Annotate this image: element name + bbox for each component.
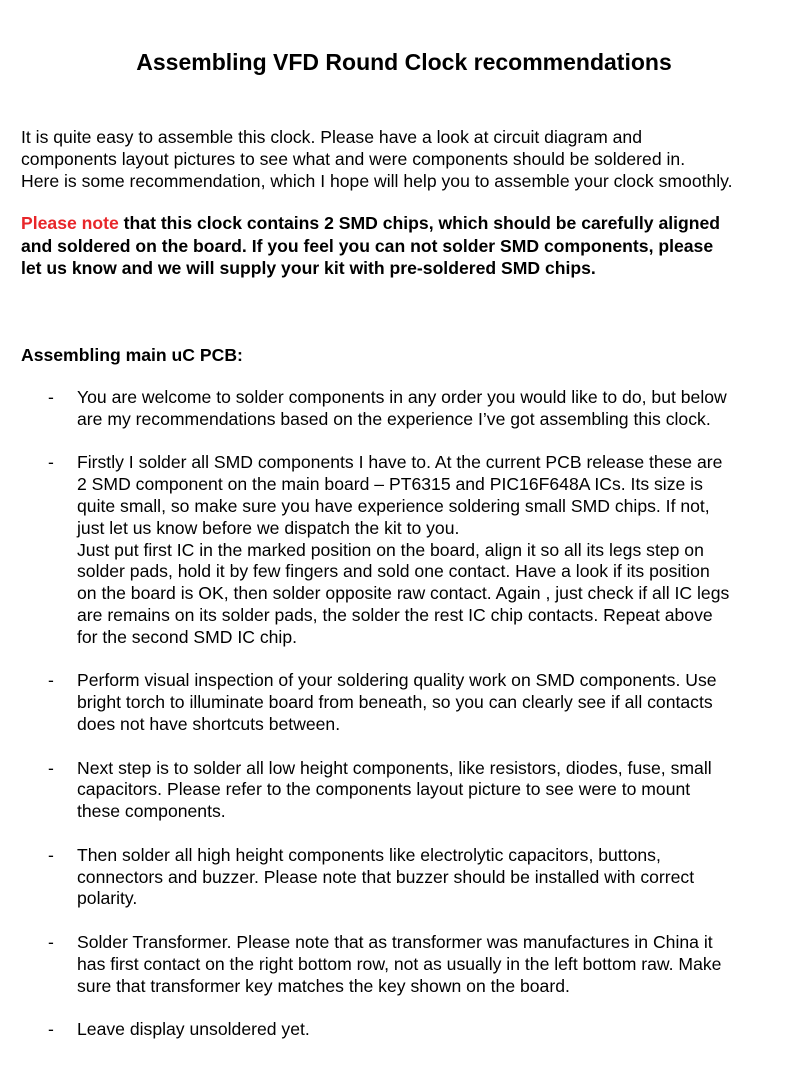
intro-paragraph [21, 126, 801, 192]
bullet-dash: - [48, 670, 54, 691]
step-line: Perform visual inspection of your soldering quality work on SMD components. Use [77, 670, 717, 691]
note-highlight: Please note [21, 213, 119, 233]
bullet-dash: - [48, 757, 54, 778]
section-heading: Assembling main uC PCB: [21, 345, 243, 365]
step-line: polarity. [77, 888, 138, 909]
step-line: these components. [77, 801, 226, 822]
note-line-1-text: that this clock contains 2 SMD chips, which should be carefully aligned [118, 213, 721, 233]
step-line: Solder Transformer. Please note that as transformer was manufactures in China it [77, 931, 713, 952]
list-item [0, 387, 808, 431]
list-item [0, 932, 808, 997]
list-item [0, 758, 808, 823]
steps-list [0, 387, 808, 1063]
step-line: sure that transformer key matches the key shown on the board. [77, 975, 570, 996]
intro-line: components layout pictures to see what and were components should be soldered in. [21, 149, 686, 169]
step-line: just let us know before we dispatch the kit to you. [77, 517, 460, 538]
step-line: quite small, so make sure you have experience soldering small SMD chips. If not, [77, 495, 710, 516]
step-line: 2 SMD component on the main board – PT6315 and PIC16F648A ICs. Its size is [77, 474, 703, 495]
page-title: Assembling VFD Round Clock recommendations [136, 49, 672, 75]
list-item [0, 452, 808, 648]
step-line: are remains on its solder pads, the solder the rest IC chip contacts. Repeat above [77, 604, 713, 625]
bullet-dash: - [48, 844, 54, 865]
bullet-dash: - [48, 931, 54, 952]
step-line: Next step is to solder all low height components, like resistors, diodes, fuse, small [77, 757, 712, 778]
note-line: let us know and we will supply your kit with pre-soldered SMD chips. [21, 258, 596, 278]
list-item [0, 670, 808, 735]
step-line: Firstly I solder all SMD components I have to. At the current PCB release these are [77, 452, 723, 473]
list-item [0, 1019, 808, 1041]
step-line: Just put first IC in the marked position on the board, align it so all its legs step on [77, 539, 704, 560]
step-line: Then solder all high height components like electrolytic capacitors, buttons, [77, 844, 661, 865]
bullet-dash: - [48, 452, 54, 473]
step-line: You are welcome to solder components in any order you would like to do, but below [77, 387, 727, 407]
note-line: and soldered on the board. If you feel you can not solder SMD components, please [21, 235, 714, 256]
step-line: connectors and buzzer. Please note that buzzer should be installed with correct [77, 866, 695, 887]
step-line: on the board is OK, then solder opposite raw contact. Again , just check if all IC legs [77, 583, 730, 604]
bullet-dash: - [48, 387, 54, 407]
intro-line: Here is some recommendation, which I hope will help you to assemble your clock smoothly. [21, 171, 733, 191]
step-line: has first contact on the right bottom row, not as usually in the left bottom raw. Make [77, 953, 722, 974]
step-line: solder pads, hold it by few fingers and sold one contact. Have a look if its position [77, 561, 710, 582]
intro-line: It is quite easy to assemble this clock. Please have a look at circuit diagram and [21, 127, 642, 147]
step-line: bright torch to illuminate board from beneath, so you can clearly see if all contacts [77, 692, 713, 713]
step-line: capacitors. Please refer to the components layout picture to see were to mount [77, 779, 691, 800]
smd-note-paragraph [21, 212, 801, 280]
note-line [21, 212, 801, 235]
step-line: does not have shortcuts between. [77, 713, 341, 734]
list-item [0, 845, 808, 910]
step-line: for the second SMD IC chip. [77, 626, 298, 647]
bullet-dash: - [48, 1019, 54, 1040]
step-line: are my recommendations based on the experience I’ve got assembling this clock. [77, 408, 711, 429]
step-line: Leave display unsoldered yet. [77, 1019, 310, 1040]
